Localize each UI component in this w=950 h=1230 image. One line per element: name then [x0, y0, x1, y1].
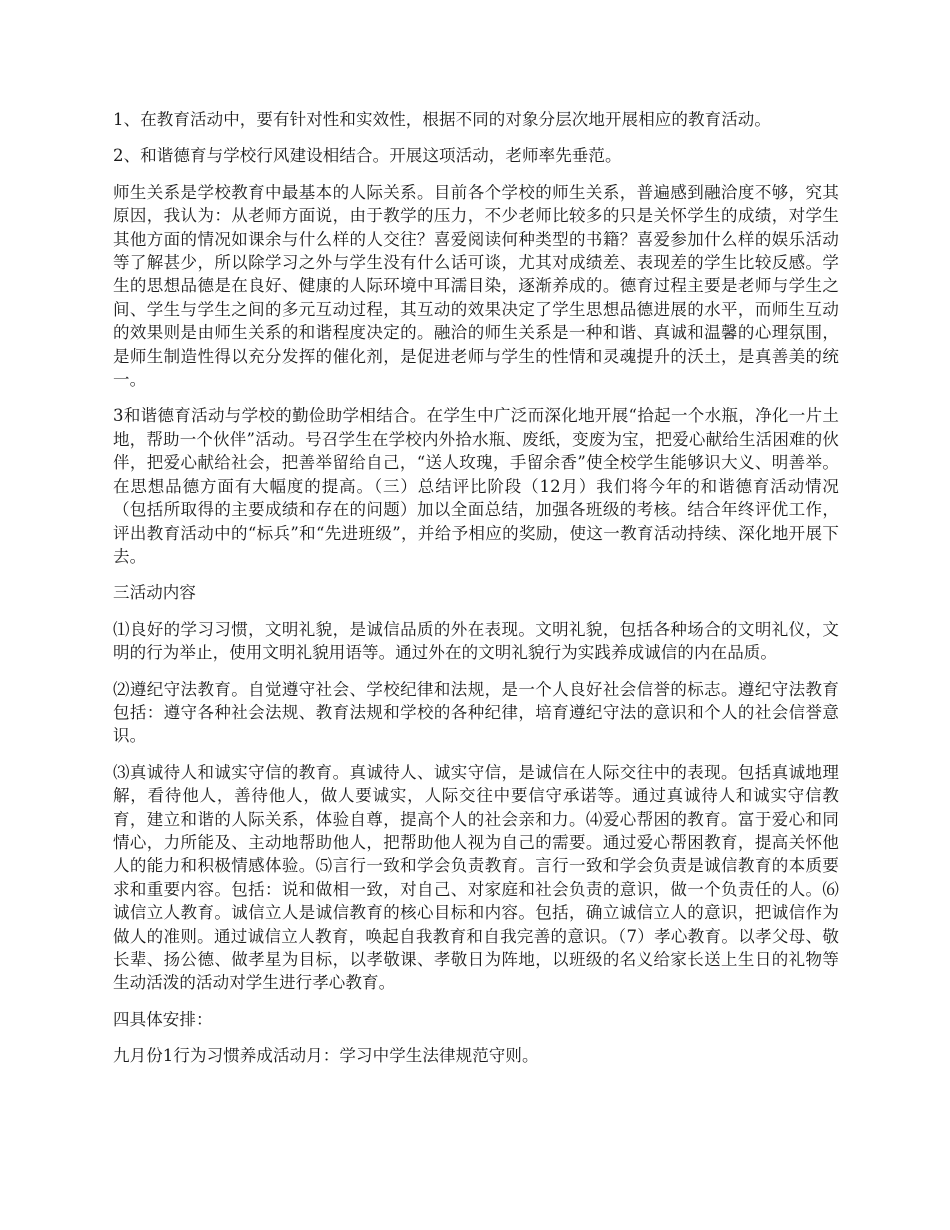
paragraph-study-habits: ⑴良好的学习习惯，文明礼貌，是诚信品质的外在表现。文明礼貌，包括各种场合的文明礼仪，文明的行为举止，使用文明礼貌用语等。通过外在的文明礼貌行为实践养成诚信的内在品质。: [113, 619, 839, 663]
paragraph-school-conduct: 2、和谐德育与学校行风建设相结合。开展这项活动，老师率先垂范。: [113, 146, 622, 166]
paragraph-honesty-education: ⑶真诚待人和诚实守信的教育。真诚待人、诚实守信，是诚信在人际交往中的表现。包括真诚地理解，看待他人，善待他人，做人要诚实，人际交往中要信守承诺等。通过真诚待人和诚实守信教育，建立和谐的人际关系，体验自尊，提高个人的社会亲和力。⑷爱心帮困的教育。富于爱心和同情心，力所能及、主动地帮助他人，把帮助他人视为自己的需要。通过爱心帮困教育，提高关怀他人的能力和积极情感体验。⑸言行一致和学会负责教育。言行一致和学会负责是诚信教育的本质要求和重要内容。包括：说和做相一致，对自己、对家庭和社会负责的意识，做一个负责任的人。⑹诚信立人教育。诚信立人是诚信教育的核心目标和内容。包括，确立诚信立人的意识，把诚信作为做人的准则。通过诚信立人教育，唤起自我教育和自我完善的意识。（7）孝心教育。以孝父母、敬长辈、扬公德、做孝星为目标，以孝敬课、孝敬日为阵地，以班级的名义给家长送上生日的礼物等生动活泼的活动对学生进行孝心教育。: [113, 762, 839, 993]
document-page: [113, 108, 839, 1081]
section-heading-activity-content: 三活动内容: [113, 583, 196, 603]
paragraph-activity-targeting: 1、在教育活动中，要有针对性和实效性，根据不同的对象分层次地开展相应的教育活动。: [113, 110, 771, 129]
paragraph-thrift-assistance: 3和谐德育活动与学校的勤俭助学相结合。在学生中广泛而深化地开展“拾起一个水瓶，净化一片土地，帮助一个伙伴”活动。号召学生在学校内外拾水瓶、废纸，变废为宝，把爱心献给生活困难的伙伴，把爱心献给社会，把善举留给自己，“送人玫瑰，手留余香”使全校学生能够识大义、明善举。在思想品德方面有大幅度的提高。（三）总结评比阶段（12月）我们将今年的和谐德育活动情况（包括所取得的主要成绩和存在的问题）加以全面总结，加强各班级的考核。结合年终评优工作，评出教育活动中的“标兵”和“先进班级”，并给予相应的奖励，使这一教育活动持续、深化地开展下去。: [113, 406, 839, 566]
paragraph-law-abiding: ⑵遵纪守法教育。自觉遵守社会、学校纪律和法规，是一个人良好社会信誉的标志。遵纪守法教育包括：遵守各种社会法规、教育法规和学校的各种纪律，培育遵纪守法的意识和个人的社会信誉意识。: [113, 679, 839, 746]
paragraph-september-plan: 九月份1行为习惯养成活动月：学习中学生法律规范守则。: [113, 1046, 539, 1066]
section-heading-specific-arrangement: 四具体安排：: [113, 1009, 213, 1029]
paragraph-teacher-student-relations: 师生关系是学校教育中最基本的人际关系。目前各个学校的师生关系，普遍感到融洽度不够，究其原因，我认为：从老师方面说，由于教学的压力，不少老师比较多的只是关怀学生的成绩，对学生其他方面的情况如课余与什么样的人交往？喜爱阅读何种类型的书籍？喜爱参加什么样的娱乐活动等了解甚少，所以除学习之外与学生没有什么话可谈，尤其对成绩差、表现差的学生比较反感。学生的思想品德是在良好、健康的人际环境中耳濡目染，逐渐养成的。德育过程主要是老师与学生之间、学生与学生之间的多元互动过程，其互动的效果决定了学生思想品德进展的水平，而师生互动的效果则是由师生关系的和谐程度决定的。融洽的师生关系是一种和谐、真诚和温馨的心理氛围，是师生制造性得以充分发挥的催化剂，是促进老师与学生的性情和灵魂提升的沃土，是真善美的统一。: [113, 182, 839, 390]
